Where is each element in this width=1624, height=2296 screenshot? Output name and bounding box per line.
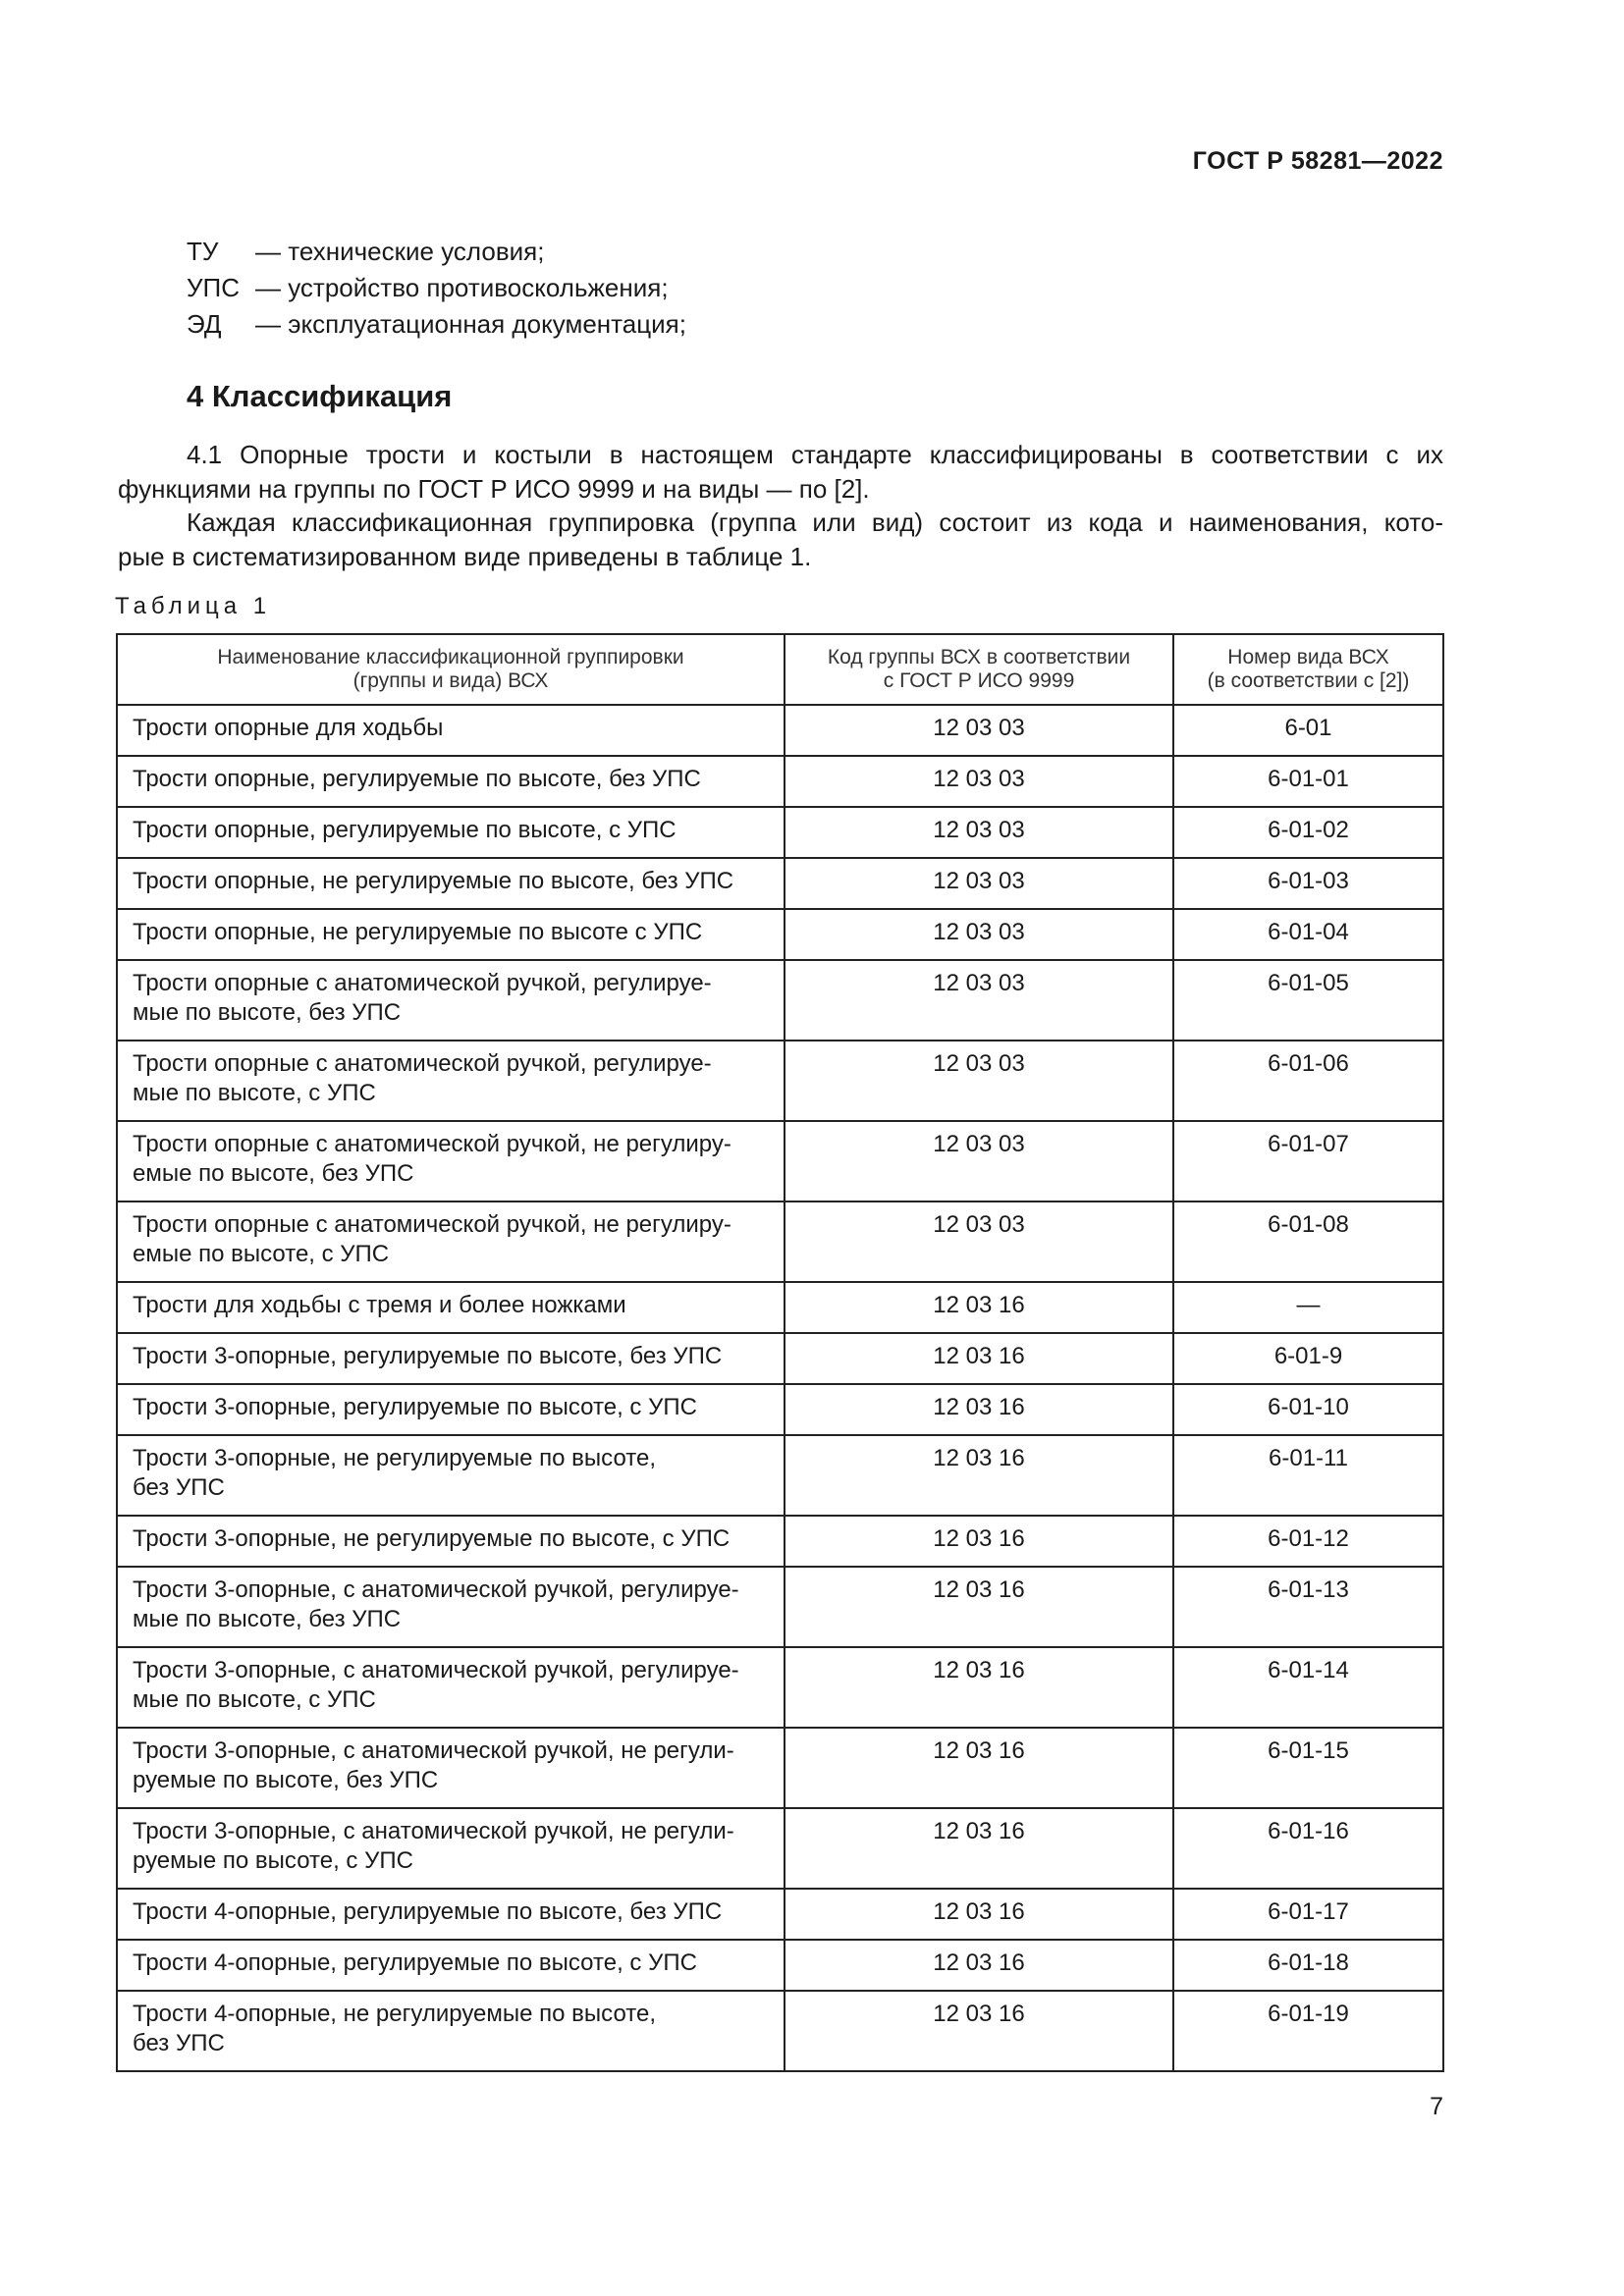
cell-name <box>117 1889 785 1940</box>
cell-number: 6-01-11 <box>1173 1435 1443 1516</box>
cell-code: 12 03 16 <box>785 1282 1173 1333</box>
abbreviation-code: ТУ <box>187 237 219 266</box>
cell-code: 12 03 03 <box>785 858 1173 909</box>
cell-name-line: мые по высоте, с УПС <box>133 1080 376 1106</box>
cell-code: 12 03 16 <box>785 1808 1173 1889</box>
cell-number: 6-01-19 <box>1173 1991 1443 2071</box>
paragraph-line: рые в систематизированном виде приведены в таблице 1. <box>118 542 812 571</box>
cell-number: 6-01-12 <box>1173 1516 1443 1567</box>
cell-number: 6-01-13 <box>1173 1567 1443 1647</box>
table-row <box>117 858 1443 909</box>
cell-number: 6-01-07 <box>1173 1121 1443 1201</box>
table-row <box>117 1516 1443 1567</box>
abbreviation-text: — устройство противоскольжения; <box>255 273 669 302</box>
cell-code: 12 03 03 <box>785 909 1173 960</box>
cell-name <box>117 1808 785 1889</box>
cell-number: 6-01-02 <box>1173 807 1443 858</box>
paragraph-4-1 <box>118 438 1443 507</box>
cell-name-line: Трости 3-опорные, с анатомической ручкой, регулируе- <box>133 1657 739 1683</box>
cell-code: 12 03 16 <box>785 1728 1173 1808</box>
cell-name <box>117 1384 785 1435</box>
cell-code: 12 03 16 <box>785 1384 1173 1435</box>
cell-name-line: руемые по высоте, без УПС <box>133 1767 439 1793</box>
cell-name-line: Трости опорные с анатомической ручкой, регулируе- <box>133 1050 712 1077</box>
cell-name-line: Трости 3-опорные, с анатомической ручкой, не регули- <box>133 1737 734 1764</box>
page-number: 7 <box>1430 2093 1443 2120</box>
cell-name <box>117 1333 785 1384</box>
abbreviation-item <box>187 234 686 270</box>
cell-code: 12 03 16 <box>785 1333 1173 1384</box>
cell-number: 6-01-10 <box>1173 1384 1443 1435</box>
abbreviation-item <box>187 306 686 343</box>
header-line: Наименование классификационной группировки <box>217 646 684 668</box>
cell-name-line: Трости опорные, не регулируемые по высоте, без УПС <box>133 868 734 894</box>
cell-name <box>117 1435 785 1516</box>
cell-name-line: Трости опорные, регулируемые по высоте, без УПС <box>133 766 701 792</box>
cell-number: 6-01-05 <box>1173 960 1443 1041</box>
table-row <box>117 1647 1443 1728</box>
cell-code: 12 03 16 <box>785 1516 1173 1567</box>
cell-name <box>117 1516 785 1567</box>
cell-name-line: Трости опорные с анатомической ручкой, не регулиру- <box>133 1131 731 1157</box>
paragraph-line: функциями на группы по ГОСТ Р ИСО 9999 и на виды — по [2]. <box>118 474 870 504</box>
header-line: с ГОСТ Р ИСО 9999 <box>883 669 1075 692</box>
cell-code: 12 03 16 <box>785 1889 1173 1940</box>
table-row <box>117 1333 1443 1384</box>
abbreviation-text: — эксплуатационная документация; <box>255 309 686 339</box>
cell-code: 12 03 16 <box>785 1567 1173 1647</box>
table-row <box>117 1282 1443 1333</box>
header-name <box>117 634 785 705</box>
cell-name-line: Трости опорные, не регулируемые по высоте с УПС <box>133 919 703 945</box>
cell-code: 12 03 03 <box>785 705 1173 756</box>
table-row <box>117 960 1443 1041</box>
table-row <box>117 807 1443 858</box>
cell-code: 12 03 03 <box>785 807 1173 858</box>
cell-number: 6-01-08 <box>1173 1201 1443 1282</box>
table-row <box>117 1201 1443 1282</box>
cell-name <box>117 1041 785 1121</box>
table-row <box>117 705 1443 756</box>
table-row <box>117 1991 1443 2071</box>
cell-number: — <box>1173 1282 1443 1333</box>
cell-name-line: мые по высоте, с УПС <box>133 1686 376 1713</box>
cell-name-line: Трости 3-опорные, регулируемые по высоте, с УПС <box>133 1394 697 1420</box>
cell-name <box>117 909 785 960</box>
table-header-row <box>117 634 1443 705</box>
cell-name <box>117 1940 785 1991</box>
cell-number: 6-01-17 <box>1173 1889 1443 1940</box>
cell-number: 6-01-16 <box>1173 1808 1443 1889</box>
cell-code: 12 03 03 <box>785 1201 1173 1282</box>
cell-name <box>117 1728 785 1808</box>
cell-name <box>117 705 785 756</box>
cell-name-line: Трости 3-опорные, не регулируемые по высоте, с УПС <box>133 1525 731 1552</box>
cell-code: 12 03 03 <box>785 756 1173 807</box>
cell-name-line: без УПС <box>133 1474 225 1501</box>
cell-name <box>117 1201 785 1282</box>
cell-number: 6-01 <box>1173 705 1443 756</box>
cell-name <box>117 756 785 807</box>
classification-table <box>116 633 1444 2072</box>
cell-name-line: Трости опорные, регулируемые по высоте, с УПС <box>133 817 677 843</box>
cell-name-line: Трости опорные с анатомической ручкой, не регулиру- <box>133 1211 731 1238</box>
table-row <box>117 1567 1443 1647</box>
cell-name-line: Трости 3-опорные, с анатомической ручкой, регулируе- <box>133 1576 739 1603</box>
header-line: Код группы ВСХ в соответствии <box>827 646 1131 668</box>
header-line: Номер вида ВСХ <box>1227 646 1389 668</box>
table-row <box>117 756 1443 807</box>
header-line: (группы и вида) ВСХ <box>352 669 549 692</box>
cell-name-line: Трости 4-опорные, не регулируемые по высоте, <box>133 2001 657 2027</box>
document-code: ГОСТ Р 58281—2022 <box>1192 147 1443 175</box>
table-row <box>117 1435 1443 1516</box>
paragraph-classification-note <box>118 506 1443 574</box>
table-row <box>117 1728 1443 1808</box>
table-row <box>117 1041 1443 1121</box>
cell-name-line: Трости опорные с анатомической ручкой, регулируе- <box>133 970 712 996</box>
section-heading: 4 Классификация <box>187 379 453 413</box>
cell-name <box>117 858 785 909</box>
cell-number: 6-01-06 <box>1173 1041 1443 1121</box>
table-row <box>117 1808 1443 1889</box>
cell-code: 12 03 03 <box>785 960 1173 1041</box>
table-row <box>117 909 1443 960</box>
cell-number: 6-01-03 <box>1173 858 1443 909</box>
cell-name-line: Трости опорные для ходьбы <box>133 715 444 741</box>
table-row <box>117 1384 1443 1435</box>
cell-name-line: емые по высоте, с УПС <box>133 1241 390 1267</box>
cell-name-line: мые по высоте, без УПС <box>133 999 402 1026</box>
cell-number: 6-01-15 <box>1173 1728 1443 1808</box>
cell-name <box>117 960 785 1041</box>
cell-name-line: без УПС <box>133 2030 225 2056</box>
table-row <box>117 1121 1443 1201</box>
cell-name-line: Трости 3-опорные, регулируемые по высоте, без УПС <box>133 1343 723 1369</box>
cell-code: 12 03 16 <box>785 1940 1173 1991</box>
cell-name <box>117 1121 785 1201</box>
abbreviation-code: УПС <box>187 273 240 302</box>
cell-code: 12 03 03 <box>785 1041 1173 1121</box>
cell-name <box>117 807 785 858</box>
cell-name-line: Трости 4-опорные, регулируемые по высоте, без УПС <box>133 1898 723 1925</box>
cell-number: 6-01-01 <box>1173 756 1443 807</box>
cell-number: 6-01-04 <box>1173 909 1443 960</box>
cell-number: 6-01-18 <box>1173 1940 1443 1991</box>
cell-name-line: емые по высоте, без УПС <box>133 1160 414 1187</box>
cell-name-line: Трости 3-опорные, с анатомической ручкой, не регули- <box>133 1818 734 1844</box>
cell-name <box>117 1647 785 1728</box>
table-row <box>117 1940 1443 1991</box>
cell-name-line: Трости 4-опорные, регулируемые по высоте, с УПС <box>133 1949 697 1976</box>
abbreviation-text: — технические условия; <box>255 237 545 266</box>
cell-name-line: Трости 3-опорные, не регулируемые по высоте, <box>133 1445 657 1471</box>
cell-name-line: Трости для ходьбы с тремя и более ножками <box>133 1292 626 1318</box>
abbreviation-code: ЭД <box>187 309 222 339</box>
paragraph-line: 4.1 Опорные трости и костыли в настоящем стандарте классифицированы в соответствии с их <box>187 440 1443 469</box>
header-number <box>1173 634 1443 705</box>
abbreviation-list <box>187 234 686 343</box>
cell-name-line: мые по высоте, без УПС <box>133 1606 402 1632</box>
table-row <box>117 1889 1443 1940</box>
abbreviation-item <box>187 270 686 306</box>
paragraph-line: Каждая классификационная группировка (группа или вид) состоит из кода и наименования, кото- <box>187 507 1443 537</box>
cell-number: 6-01-9 <box>1173 1333 1443 1384</box>
cell-code: 12 03 16 <box>785 1647 1173 1728</box>
header-line: (в соответствии с [2]) <box>1207 669 1410 692</box>
cell-name <box>117 1991 785 2071</box>
header-code <box>785 634 1173 705</box>
cell-name-line: руемые по высоте, с УПС <box>133 1847 413 1874</box>
cell-name <box>117 1567 785 1647</box>
table-caption: Таблица 1 <box>115 593 272 619</box>
cell-number: 6-01-14 <box>1173 1647 1443 1728</box>
cell-code: 12 03 16 <box>785 1991 1173 2071</box>
cell-name <box>117 1282 785 1333</box>
cell-code: 12 03 03 <box>785 1121 1173 1201</box>
cell-code: 12 03 16 <box>785 1435 1173 1516</box>
